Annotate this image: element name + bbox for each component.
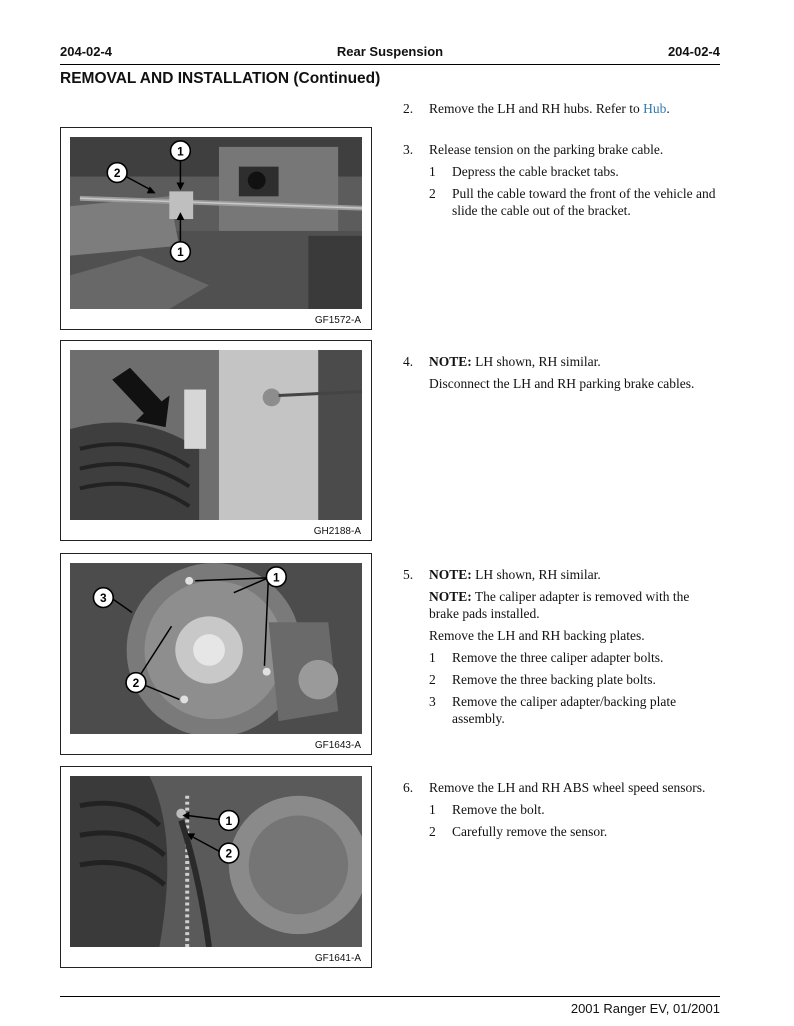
note-text: The caliper adapter is removed with the brake pads installed. [429, 589, 690, 621]
callout-2: 2 [132, 676, 140, 691]
figure-parking-brake-cable-bracket [60, 127, 372, 330]
footer-rule [60, 996, 720, 997]
callout-2: 2 [113, 166, 121, 181]
step-number: 4. [403, 354, 414, 369]
substep [429, 693, 721, 727]
header-title: Rear Suspension [336, 44, 444, 59]
substep-number: 1 [429, 164, 436, 179]
figure-label: GF1643-A [314, 740, 361, 751]
callouts-figure-3 [70, 563, 362, 734]
photo-abs-sensor [70, 776, 362, 947]
step-note-2 [429, 588, 721, 622]
figure-abs-sensor [60, 766, 372, 968]
substep-text: Remove the caliper adapter/backing plate assembly. [452, 694, 677, 726]
callout-1-bottom: 1 [177, 245, 184, 260]
substep-number: 2 [429, 186, 436, 201]
step-text [429, 100, 721, 117]
substep-number: 3 [429, 694, 436, 709]
substep [429, 671, 721, 688]
substep-text: Pull the cable toward the front of the vehicle and slide the cable out of the bracket. [452, 186, 716, 218]
header-section-number-right: 204-02-4 [667, 44, 720, 59]
substep-number: 1 [429, 650, 436, 665]
step-4 [403, 353, 721, 397]
section-title: REMOVAL AND INSTALLATION (Continued) [60, 70, 381, 87]
step-text: Remove the LH and RH ABS wheel speed sensors. [429, 780, 706, 795]
step-number: 6. [403, 780, 414, 795]
substep-text: Remove the three backing plate bolts. [452, 672, 656, 687]
step-6 [403, 779, 721, 845]
note-text: LH shown, RH similar. [471, 567, 601, 582]
step-number: 2. [403, 101, 414, 116]
note-label: NOTE: [429, 354, 472, 369]
page-footer: 2001 Ranger EV, 01/2001 [570, 1001, 720, 1016]
substep-text: Remove the three caliper adapter bolts. [452, 650, 664, 665]
hub-link[interactable]: Hub [643, 101, 667, 116]
step-3 [403, 141, 721, 224]
step-number: 3. [403, 142, 414, 157]
step-text: Release tension on the parking brake cable. [429, 142, 664, 157]
step-2 [403, 100, 721, 122]
note-label: NOTE: [429, 567, 472, 582]
substep [429, 823, 721, 840]
callout-3: 3 [100, 591, 107, 606]
page-header [60, 44, 720, 62]
step-text-after: . [666, 101, 670, 116]
callout-1: 1 [225, 813, 233, 828]
callout-2: 2 [225, 846, 233, 861]
substep-number: 2 [429, 824, 436, 839]
figure-parking-brake-cable-disconnect [60, 340, 372, 541]
step-text-before: Remove the LH and RH hubs. Refer to [429, 101, 644, 116]
header-rule [60, 64, 720, 65]
step-number: 5. [403, 567, 414, 582]
photo-cable-bracket [70, 137, 362, 309]
substep-text: Carefully remove the sensor. [452, 824, 608, 839]
substep-number: 1 [429, 802, 436, 817]
step-text: Remove the LH and RH backing plates. [429, 628, 645, 643]
figure-label: GF1641-A [314, 953, 361, 964]
substep [429, 801, 721, 818]
step-5 [403, 566, 721, 732]
substep [429, 163, 721, 180]
substep-text: Depress the cable bracket tabs. [452, 164, 619, 179]
substep-text: Remove the bolt. [452, 802, 545, 817]
figure-label: GF1572-A [314, 315, 361, 326]
figure-label: GH2188-A [313, 526, 361, 537]
callouts-figure-1 [70, 137, 362, 309]
step-text: Disconnect the LH and RH parking brake cables. [429, 376, 695, 391]
callout-1-top: 1 [177, 144, 184, 159]
photo-cable-disconnect [70, 350, 362, 520]
substep [429, 185, 721, 219]
substep-number: 2 [429, 672, 436, 687]
arrow-icon [70, 350, 362, 520]
note-text: LH shown, RH similar. [471, 354, 601, 369]
step-note [429, 566, 721, 583]
figure-backing-plate [60, 553, 372, 755]
callouts-figure-4 [70, 776, 362, 947]
callout-1: 1 [272, 570, 280, 585]
photo-backing-plate [70, 563, 362, 734]
header-section-number-left: 204-02-4 [60, 44, 113, 59]
note-label: NOTE: [429, 589, 472, 604]
step-note [429, 353, 721, 370]
substep [429, 649, 721, 666]
